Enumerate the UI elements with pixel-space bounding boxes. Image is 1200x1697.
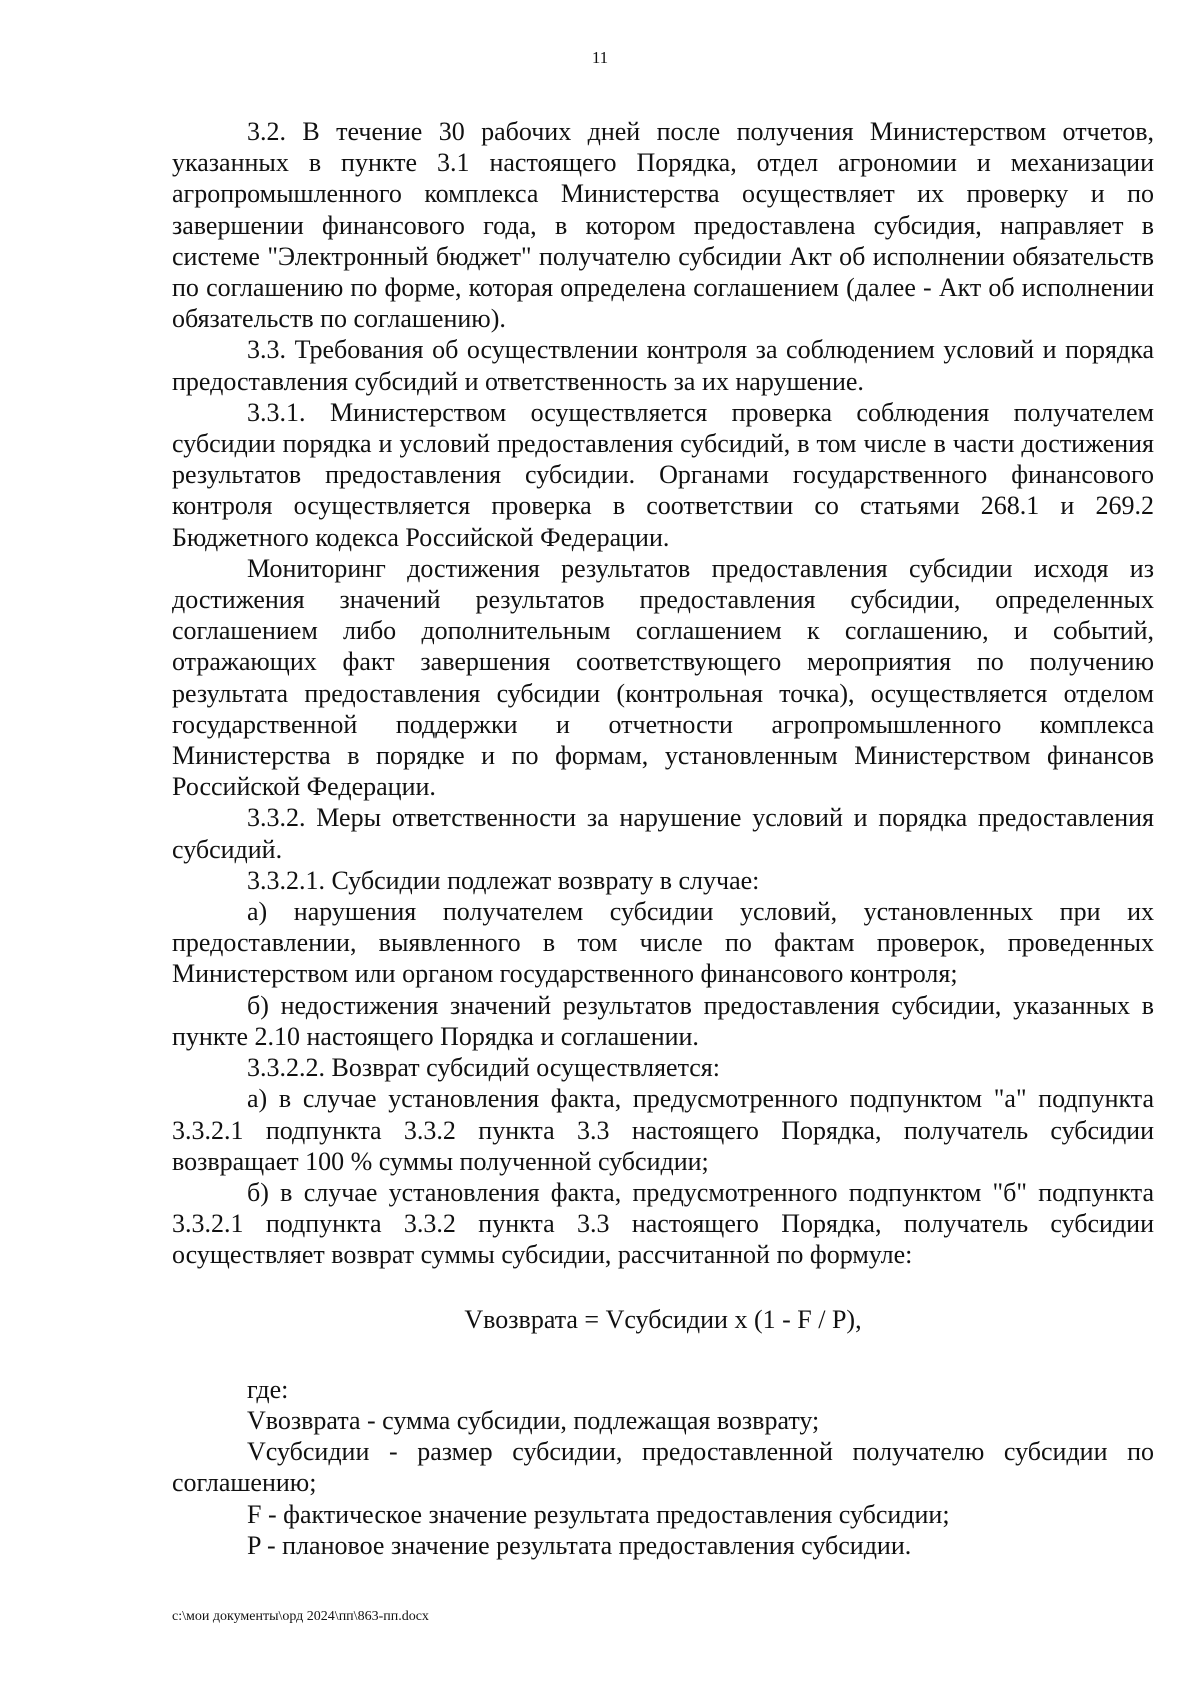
paragraph-3-3: 3.3. Требования об осуществлении контроля за соблюдением условий и порядка предоставления субсидий и ответственность за их нарушение. [172,335,1154,396]
document-body [172,116,1154,1561]
definition-f: F - фактическое значение результата предоставления субсидии; [247,1499,950,1529]
paragraph-return-b: б) в случае установления факта, предусмотренного подпунктом "б" подпункта 3.3.2.1 подпункта 3.3.2 пункта 3.3 настоящего Порядка, получатель субсидии осуществляет возврат суммы субсидии, рассчитанной по формуле: [172,1177,1154,1270]
definition-where: где: [247,1374,289,1404]
return-formula: Vвозврата = Vсубсидии x (1 - F / P), [464,1304,862,1334]
definition-v-subsidy: Vсубсидии - размер субсидии, предоставленной получателю субсидии по соглашению; [172,1437,1154,1498]
definition-p: P - плановое значение результата предоставления субсидии. [247,1530,912,1560]
definition-v-return: Vвозврата - сумма субсидии, подлежащая возврату; [247,1405,820,1435]
page-number: 11 [591,48,609,67]
paragraph-3-3-2-1: 3.3.2.1. Субсидии подлежат возврату в случае: [247,865,760,895]
file-path-footer: c:\мои документы\орд 2024\пп\863-пп.docx [172,1609,429,1624]
paragraph-3-3-1: 3.3.1. Министерством осуществляется проверка соблюдения получателем субсидии порядка и условий предоставления субсидий, в том числе в части достижения результатов предоставления субсидии. Органами государственного финансового контроля осуществляется проверка в соответствии со статьями 268.1 и 269.2 Бюджетного кодекса Российской Федерации. [172,397,1154,552]
paragraph-3-2: 3.2. В течение 30 рабочих дней после получения Министерством отчетов, указанных в пункте 3.1 настоящего Порядка, отдел агрономии и механизации агропромышленного комплекса Министерства осуществляет их проверку и по завершении финансового года, в котором предоставлена субсидия, направляет в системе "Электронный бюджет" получателю субсидии Акт об исполнении обязательств по соглашению по форме, которая определена соглашением (далее - Акт об исполнении обязательств по соглашению). [172,117,1154,334]
paragraph-monitoring: Мониторинг достижения результатов предоставления субсидии исходя из достижения значений результатов предоставления субсидии, определенных соглашением либо дополнительным соглашением к соглашению, и событий, отражающих факт завершения соответствующего мероприятия по получению результата предоставления субсидии (контрольная точка), осуществляется отделом государственной поддержки и отчетности агропромышленного комплекса Министерства в порядке и по формам, установленным Министерством финансов Российской Федерации. [172,553,1154,802]
paragraph-item-b-nonachievement: б) недостижения значений результатов предоставления субсидии, указанных в пункте 2.10 настоящего Порядка и соглашении. [172,990,1154,1051]
paragraph-return-a: а) в случае установления факта, предусмотренного подпунктом "а" подпункта 3.3.2.1 подпункта 3.3.2 пункта 3.3 настоящего Порядка, получатель субсидии возвращает 100 % суммы полученной субсидии; [172,1084,1154,1176]
paragraph-item-a-violation: а) нарушения получателем субсидии условий, установленных при их предоставлении, выявленного в том числе по фактам проверок, проведенных Министерством или органом государственного финансового контроля; [172,897,1154,989]
paragraph-3-3-2-2: 3.3.2.2. Возврат субсидий осуществляется: [247,1053,720,1083]
paragraph-3-3-2: 3.3.2. Меры ответственности за нарушение условий и порядка предоставления субсидий. [172,803,1154,864]
